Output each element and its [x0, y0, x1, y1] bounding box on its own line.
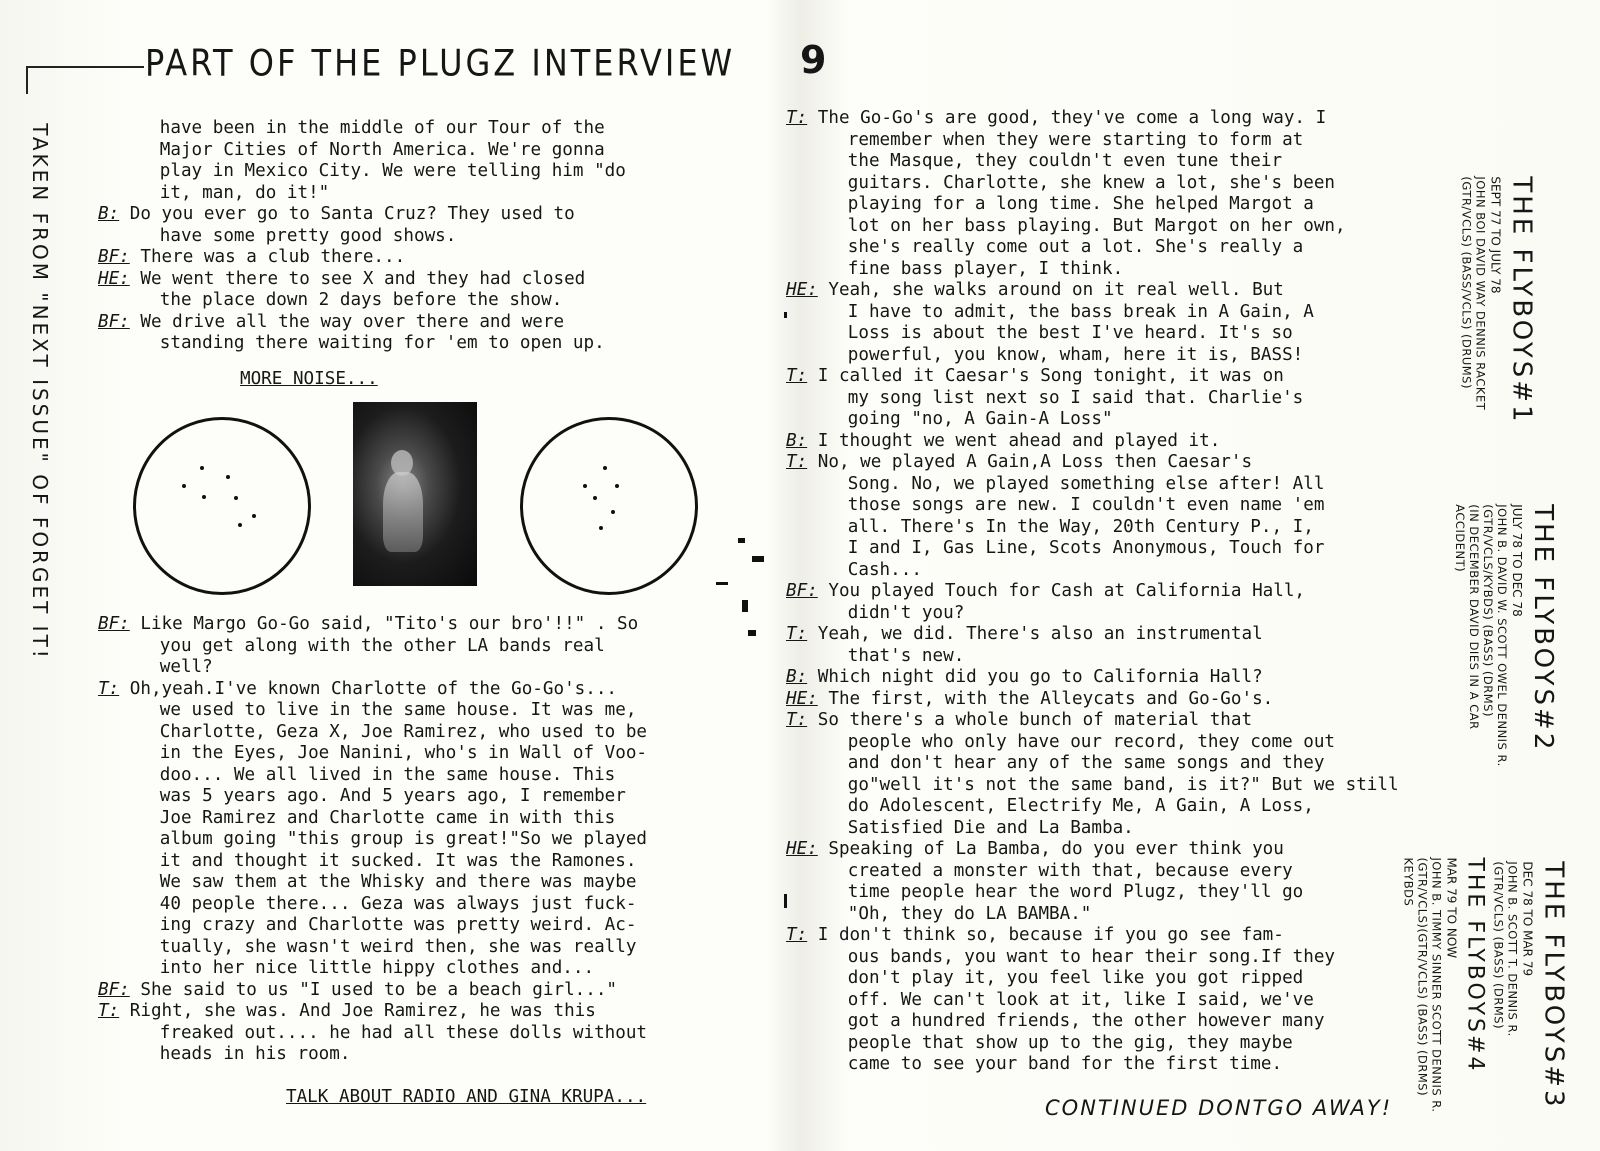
interview-line: [786, 452, 1432, 474]
line-text: it and thought it sucked. It was the Ramones.: [128, 850, 637, 871]
interview-line: [128, 1023, 744, 1045]
disc-dot: [200, 466, 204, 470]
page-number: 9: [800, 38, 827, 82]
line-text: Speaking of La Bamba, do you ever think you: [817, 839, 1284, 859]
line-text: ous bands, you want to hear their song.If they: [816, 946, 1336, 967]
line-text: Satisfied Die and La Bamba.: [816, 817, 1134, 838]
flyboys-2-roles: (GTR/VCLS/KYBDS) (BASS) (DRMS): [1480, 503, 1495, 717]
page-title: PART OF THE PLUGZ INTERVIEW: [145, 41, 736, 85]
line-text: doo... We all lived in the same house. This: [128, 764, 616, 785]
disc-dot: [226, 475, 230, 479]
line-text: you get along with the other LA bands real: [128, 635, 605, 656]
line-text: Like Margo Go-Go said, "Tito's our bro'!!" . So: [129, 614, 639, 634]
speaker-tag: B:: [786, 430, 808, 451]
interview-line: [816, 151, 1432, 173]
line-text: into her nice little hippy clothes and...: [128, 958, 595, 978]
interview-line: [128, 657, 744, 679]
disc-dot: [202, 495, 206, 499]
line-text: There was a club there...: [129, 247, 406, 267]
line-text: Right, she was. And Joe Ramirez, he was this: [119, 1001, 596, 1021]
interview-line: [128, 958, 744, 980]
ink-speck: [784, 312, 787, 318]
interview-line: [786, 431, 1432, 453]
speaker-tag: BF:: [98, 311, 130, 332]
interview-line: [128, 1044, 744, 1066]
disc-dot: [583, 484, 587, 488]
flyboys-4-roles: (GTR/VCLS)(GTR/VCLS) (BASS) (DRMS): [1416, 857, 1430, 1097]
flyboys-3-title: THE FLYBOYS#3: [1538, 860, 1569, 1110]
line-text: got a hundred friends, the other however many: [816, 1011, 1325, 1031]
flyboys-4-title: THE FLYBOYS#4: [1463, 857, 1488, 1074]
line-text: Yeah, we did. There's also an instrumental: [807, 624, 1263, 644]
line-text: She said to us "I used to be a beach girl...": [129, 979, 618, 1000]
interview-line: [128, 872, 744, 894]
interview-line: [816, 173, 1432, 195]
ink-speck: [752, 556, 764, 562]
line-text: Song. No, we played something else after! All: [816, 473, 1325, 494]
disc-dot: [182, 484, 186, 488]
interview-line: [816, 474, 1432, 496]
line-text: the Masque, they couldn't even tune their: [816, 151, 1283, 171]
interview-line: [816, 194, 1432, 216]
line-text: No, we played A Gain,A Loss then Caesar's: [807, 452, 1253, 472]
line-text: Charlotte, Geza X, Joe Ramirez, who used to be: [128, 721, 648, 742]
interview-line: [128, 183, 744, 205]
flyboys-2-note-cont: ACCIDENT): [1452, 503, 1467, 572]
interview-line: [816, 495, 1432, 517]
line-text: in the Eyes, Joe Nanini, who's in Wall of Voo-: [128, 743, 648, 763]
interview-line: [128, 829, 744, 851]
ink-speck: [742, 600, 748, 612]
interview-line: [128, 808, 744, 830]
interview-line: [98, 269, 744, 291]
interview-line: [816, 302, 1432, 324]
flyboys-4-extra: KEYBDS: [1402, 857, 1416, 907]
flyboys-4-lineup: [1400, 857, 1490, 1113]
line-text: lot on her bass playing. But Margot on her own,: [816, 215, 1346, 236]
line-text: I have to admit, the bass break in A Gain, A: [816, 301, 1314, 322]
line-text: the place down 2 days before the show.: [128, 290, 563, 310]
interview-line: [816, 1054, 1432, 1076]
line-text: people that show up to the gig, they maybe: [816, 1032, 1293, 1053]
interview-line: [98, 204, 744, 226]
interview-line: [128, 743, 744, 765]
more-noise-heading: MORE NOISE...: [240, 369, 378, 389]
line-text: my song list next so I said that. Charlie's: [816, 387, 1304, 408]
line-text: Loss is about the best I've heard. It's so: [816, 323, 1293, 343]
interview-line: [786, 280, 1432, 302]
line-text: I thought we went ahead and played it.: [807, 430, 1221, 451]
ink-speck: [716, 582, 728, 585]
interview-line: [98, 1001, 744, 1023]
speaker-tag: HE:: [786, 839, 818, 859]
band-photo: [353, 402, 477, 586]
line-text: tually, she wasn't weird then, she was really: [128, 936, 637, 957]
interview-line: [816, 796, 1432, 818]
line-text: playing for a long time. She helped Margot a: [816, 194, 1314, 214]
speaker-tag: T:: [786, 710, 808, 730]
interview-line: [128, 636, 744, 658]
line-text: have some pretty good shows.: [128, 225, 457, 246]
flyboys-2-dates: JULY 78 TO DEC 78: [1509, 503, 1524, 617]
photo-figure: [383, 472, 423, 552]
line-text: that's new.: [816, 645, 965, 666]
line-text: Which night did you go to California Hall?: [807, 667, 1263, 687]
line-text: fine bass player, I think.: [816, 258, 1124, 279]
line-text: "Oh, they do LA BAMBA.": [816, 903, 1092, 924]
interview-line: [816, 130, 1432, 152]
flyboys-2-members: JOHN B. DAVID W. SCOTT OWEL DENNIS R.: [1494, 503, 1509, 767]
record-disc-right: [520, 417, 698, 595]
disc-dot: [238, 523, 242, 527]
flyboys-3-dates: DEC 78 TO MAR 79: [1520, 860, 1535, 976]
speaker-tag: HE:: [98, 268, 130, 289]
interview-line: [816, 753, 1432, 775]
record-disc-left: [133, 417, 311, 595]
interview-line: [128, 722, 744, 744]
line-text: I called it Caesar's Song tonight, it was on: [807, 366, 1284, 386]
flyboys-2-lineup: [1410, 480, 1600, 790]
interview-line: [816, 259, 1432, 281]
interview-line: [786, 667, 1432, 689]
line-text: and don't hear any of the same songs and they: [816, 753, 1325, 773]
interview-line: [786, 108, 1432, 130]
line-text: I and I, Gas Line, Scots Anonymous, Touch for: [816, 538, 1325, 558]
speaker-tag: BF:: [98, 247, 130, 267]
interview-line: [816, 345, 1432, 367]
speaker-tag: T:: [98, 678, 120, 699]
speaker-tag: BF:: [786, 581, 818, 601]
flyboys-1-title: THE FLYBOYS#1: [1506, 175, 1537, 425]
speaker-tag: T:: [786, 624, 808, 644]
interview-line: [128, 161, 744, 183]
speaker-tag: B:: [98, 204, 120, 224]
interview-line: [816, 904, 1432, 926]
interview-line: [786, 710, 1432, 732]
speaker-tag: BF:: [98, 614, 130, 634]
speaker-tag: BF:: [98, 979, 130, 1000]
line-text: ing crazy and Charlotte was pretty weird. Ac-: [128, 915, 637, 935]
interview-line: [816, 517, 1432, 539]
interview-line: [816, 560, 1432, 582]
line-text: came to see your band for the first time.: [816, 1054, 1283, 1074]
interview-line: [816, 216, 1432, 238]
interview-line: [128, 226, 744, 248]
speaker-tag: T:: [786, 108, 808, 128]
interview-line: [816, 603, 1432, 625]
disc-dot: [593, 496, 597, 500]
ink-speck: [784, 894, 787, 908]
line-text: off. We can't look at it, like I said, we've: [816, 989, 1314, 1010]
disc-dot: [252, 514, 256, 518]
line-text: we used to live in the same house. It was me,: [128, 700, 637, 720]
interview-line: [98, 614, 744, 636]
continued-note: CONTINUED DONTGO AWAY!: [1045, 1096, 1393, 1120]
line-text: time people hear the word Plugz, they'll go: [816, 882, 1304, 902]
interview-line: [786, 624, 1432, 646]
interview-line: [816, 968, 1432, 990]
interview-line: [816, 646, 1432, 668]
interview-line: [128, 851, 744, 873]
disc-dot: [615, 484, 619, 488]
right-column: [786, 108, 1432, 1076]
line-text: was 5 years ago. And 5 years ago, I remember: [128, 786, 626, 806]
interview-line: [128, 765, 744, 787]
left-column-top: [98, 118, 744, 355]
line-text: didn't you?: [816, 602, 965, 623]
interview-line: [786, 581, 1432, 603]
flyboys-4-dates: MAR 79 TO NOW: [1445, 857, 1459, 959]
line-text: remember when they were starting to form at: [816, 129, 1304, 150]
disc-dot: [603, 466, 607, 470]
line-text: Oh,yeah.I've known Charlotte of the Go-Go's...: [119, 678, 618, 699]
disc-dot: [611, 510, 615, 514]
interview-line: [816, 237, 1432, 259]
speaker-tag: T:: [98, 1001, 120, 1021]
interview-line: [128, 894, 744, 916]
line-text: play in Mexico City. We were telling him "do: [128, 161, 626, 181]
line-text: freaked out.... he had all these dolls without: [128, 1022, 648, 1043]
line-text: album going "this group is great!"So we played: [128, 829, 648, 849]
line-text: those songs are new. I couldn't even name 'em: [816, 495, 1325, 515]
interview-line: [816, 388, 1432, 410]
line-text: Joe Ramirez and Charlotte came in with this: [128, 807, 616, 828]
line-text: Cash...: [816, 559, 922, 580]
line-text: standing there waiting for 'em to open up.: [128, 333, 605, 353]
speaker-tag: HE:: [786, 688, 818, 709]
line-text: people who only have our record, they come out: [816, 731, 1336, 752]
line-text: We went there to see X and they had closed: [129, 268, 586, 289]
flyboys-1-lineup: [1398, 150, 1598, 450]
interview-line: [128, 937, 744, 959]
line-text: I don't think so, because if you go see fam-: [807, 925, 1284, 945]
interview-line: [98, 247, 744, 269]
left-column-bottom: [98, 614, 744, 1066]
line-text: Do you ever go to Santa Cruz? They used to: [119, 204, 575, 224]
interview-line: [816, 818, 1432, 840]
flyboys-2-title: THE FLYBOYS#2: [1527, 503, 1558, 752]
line-text: heads in his room.: [128, 1044, 351, 1064]
flyboys-1-dates: SEPT 77 TO JULY 78: [1488, 175, 1503, 294]
ink-speck: [738, 538, 745, 543]
line-text: well?: [128, 657, 213, 677]
interview-line: [98, 980, 744, 1002]
interview-line: [816, 1011, 1432, 1033]
interview-line: [98, 679, 744, 701]
flyboys-3-roles: (GTR/VCLS) (BASS) (DRMS): [1491, 860, 1506, 1029]
interview-line: [816, 538, 1432, 560]
speaker-tag: T:: [786, 366, 808, 386]
header-rule-tick: [26, 66, 28, 94]
talk-about-heading: TALK ABOUT RADIO AND GINA KRUPA...: [286, 1087, 647, 1107]
line-text: Major Cities of North America. We're gonna: [128, 139, 605, 160]
line-text: powerful, you know, wham, here it is, BASS!: [816, 344, 1304, 365]
line-text: We saw them at the Whisky and there was maybe: [128, 872, 637, 892]
disc-dot: [234, 496, 238, 500]
line-text: she's really come out a lot. She's really a: [816, 237, 1304, 257]
interview-line: [816, 732, 1432, 754]
interview-line: [128, 290, 744, 312]
line-text: go"well it's not the same band, is it?" But we still: [816, 774, 1399, 795]
interview-line: [128, 786, 744, 808]
interview-line: [816, 990, 1432, 1012]
interview-line: [128, 700, 744, 722]
flyboys-1-members: JOHN BOI DAVID WAY DENNIS RACKET: [1473, 175, 1488, 410]
interview-line: [816, 882, 1432, 904]
flyboys-4-members: JOHN B. TIMMY SINNER SCOTT DENNIS R.: [1430, 857, 1444, 1113]
speaker-tag: T:: [786, 452, 808, 472]
line-text: do Adolescent, Electrify Me, A Gain, A Loss,: [816, 796, 1314, 816]
interview-line: [786, 839, 1432, 861]
interview-line: [816, 861, 1432, 883]
interview-line: [786, 366, 1432, 388]
speaker-tag: HE:: [786, 280, 818, 300]
line-text: Yeah, she walks around on it real well. But: [817, 280, 1284, 300]
speaker-tag: B:: [786, 667, 808, 687]
speaker-tag: T:: [786, 925, 808, 945]
flyboys-3-members: JOHN B. SCOTT T. DENNIS R.: [1505, 860, 1520, 1037]
line-text: don't play it, you feel like you got ripped: [816, 968, 1304, 988]
interview-line: [816, 1033, 1432, 1055]
interview-line: [128, 915, 744, 937]
header-rule: [26, 66, 144, 68]
interview-line: [786, 925, 1432, 947]
interview-line: [816, 409, 1432, 431]
interview-line: [128, 140, 744, 162]
side-note: [18, 112, 62, 672]
flyboys-2-note: (IN DECEMBER DAVID DIES IN A CAR: [1466, 503, 1481, 730]
interview-line: [128, 333, 744, 355]
line-text: We drive all the way over there and were: [129, 311, 565, 332]
line-text: it, man, do it!": [128, 182, 330, 203]
interview-line: [786, 689, 1432, 711]
ink-speck: [748, 630, 756, 636]
side-note-text: TAKEN FROM "NEXT ISSUE" OF FORGET IT!: [28, 123, 52, 661]
disc-dot: [599, 526, 603, 530]
interview-line: [816, 775, 1432, 797]
interview-line: [816, 947, 1432, 969]
interview-line: [98, 312, 744, 334]
line-text: You played Touch for Cash at California Hall,: [817, 581, 1306, 601]
line-text: created a monster with that, because every: [816, 860, 1293, 881]
line-text: all. There's In the Way, 20th Century P., I,: [816, 516, 1314, 537]
interview-line: [816, 323, 1432, 345]
line-text: guitars. Charlotte, she knew a lot, she's been: [816, 172, 1336, 193]
flyboys-1-roles: (GTR/VCLS) (BASS/VCLS) (DRUMS): [1459, 175, 1474, 389]
line-text: going "no, A Gain-A Loss": [816, 409, 1113, 429]
interview-line: [128, 118, 744, 140]
line-text: The first, with the Alleycats and Go-Go's.: [817, 688, 1274, 709]
line-text: 40 people there... Geza was always just fuck-: [128, 893, 637, 914]
line-text: The Go-Go's are good, they've come a long way. I: [807, 108, 1327, 128]
line-text: So there's a whole bunch of material that: [807, 710, 1253, 730]
line-text: have been in the middle of our Tour of the: [128, 118, 605, 138]
